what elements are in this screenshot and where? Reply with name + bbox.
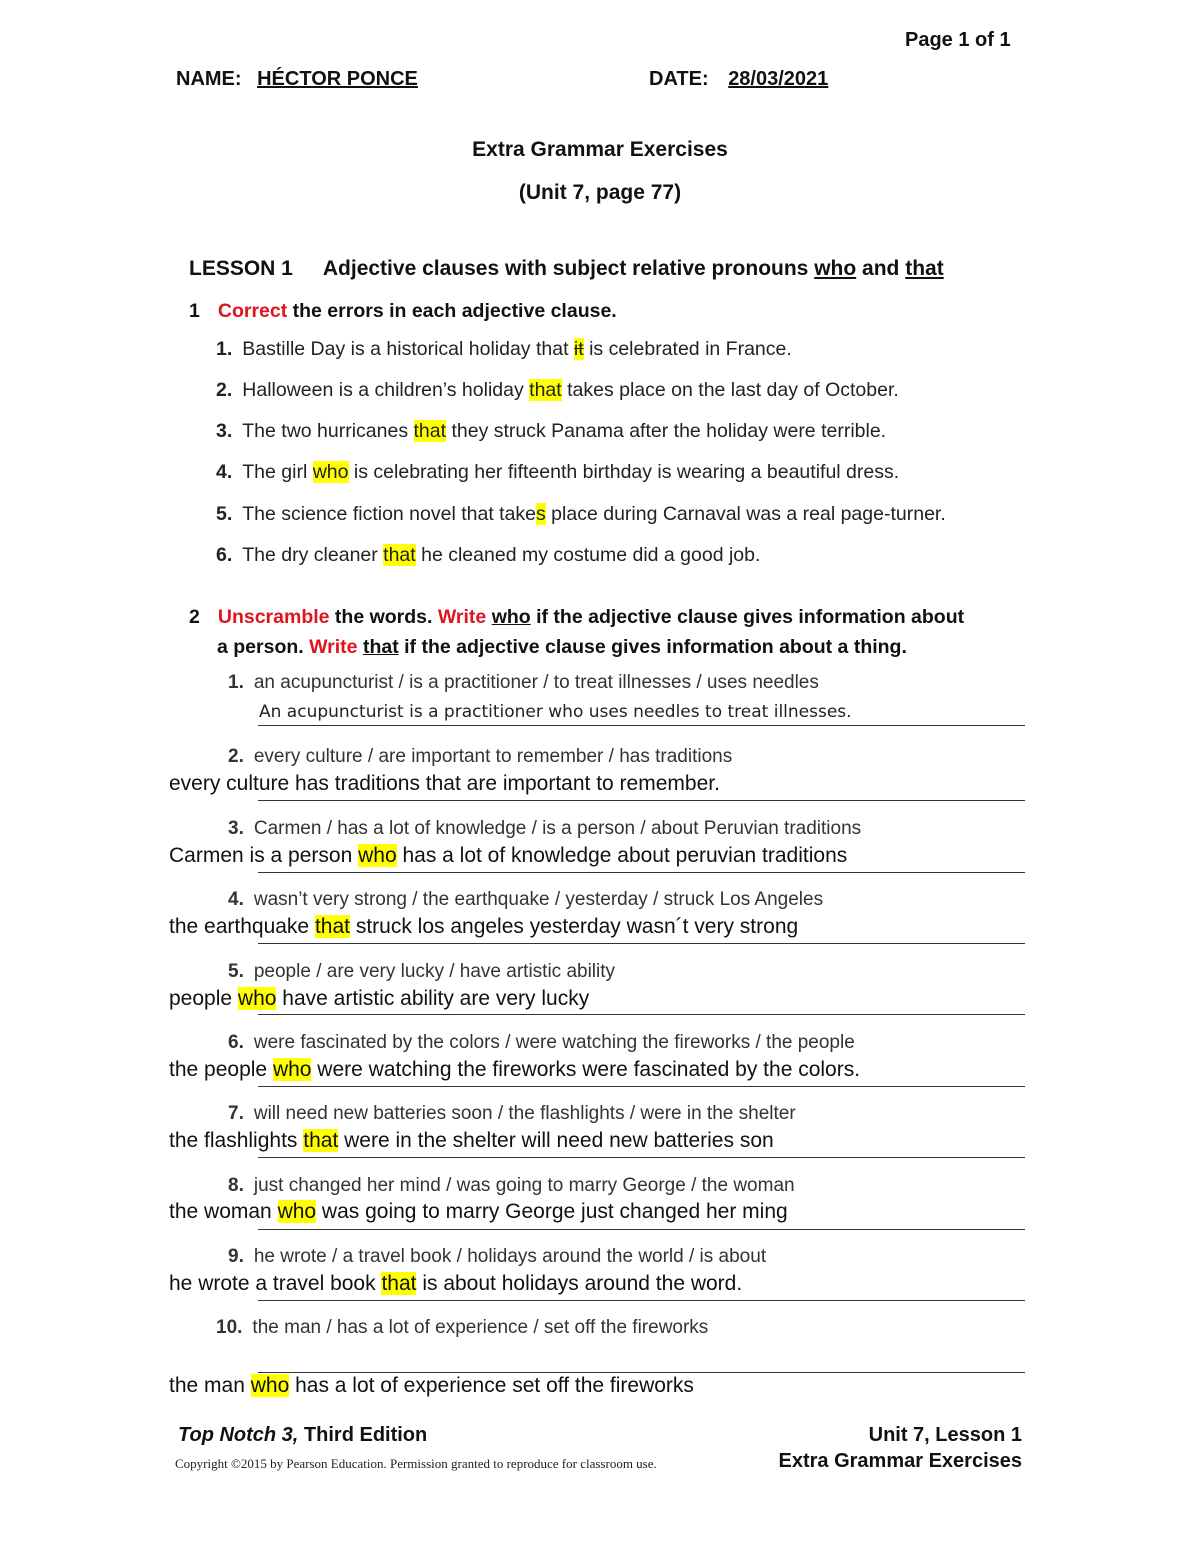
answer-part: the flashlights <box>169 1129 304 1152</box>
answer-line <box>258 1086 1025 1087</box>
answer-part: An acupuncturist is a practitioner who uses needles to treat illnesses. <box>259 702 852 722</box>
exercise-2-prompt <box>228 672 819 694</box>
item-number: 5. <box>228 961 244 982</box>
item-text: Halloween is a children’s holiday <box>242 379 530 401</box>
copyright-notice: Copyright ©2015 by Pearson Education. Permission granted to reproduce for classroom use. <box>175 1456 657 1471</box>
item-number: 2. <box>228 746 244 767</box>
item-correction: s <box>536 503 546 525</box>
item-text: The girl <box>242 461 313 483</box>
item-text: The two hurricanes <box>242 420 414 442</box>
answer-part: people <box>169 987 238 1010</box>
item-number: 4. <box>216 461 233 483</box>
scrambled-words: people / are very lucky / have artistic ability <box>253 961 616 982</box>
answer-part: the man <box>169 1374 251 1397</box>
instruction-text: the words. <box>329 606 438 628</box>
instruction-verb: Write <box>437 606 487 628</box>
instruction-text: the errors in each adjective clause. <box>287 300 617 322</box>
answer-text <box>169 1272 742 1296</box>
exercise-1-item <box>216 379 899 402</box>
answer-part: have artistic ability are very lucky <box>276 987 590 1010</box>
answer-part: the people <box>169 1058 273 1081</box>
answer-pronoun: who <box>277 1200 317 1223</box>
exercise-1-item <box>216 461 899 484</box>
answer-line <box>258 872 1025 873</box>
footer-section: Extra Grammar Exercises <box>778 1450 1022 1472</box>
exercise-number: 2 <box>189 606 200 628</box>
answer-line <box>258 943 1025 944</box>
instruction-text: a person. <box>217 636 310 658</box>
scrambled-words: Carmen / has a lot of knowledge / is a person / about Peruvian traditions <box>253 818 862 839</box>
answer-pronoun: that <box>303 1129 339 1152</box>
item-correction: that <box>383 544 416 566</box>
item-text: takes place on the last day of October. <box>561 379 899 401</box>
scrambled-words: every culture / are important to remember / has traditions <box>253 746 733 767</box>
answer-text <box>169 1129 774 1153</box>
answer-part: the woman <box>169 1200 278 1223</box>
lesson-label: LESSON 1 <box>189 257 293 280</box>
exercise-2-prompt <box>228 1175 795 1197</box>
answer-pronoun: who <box>272 1058 312 1081</box>
page-number: Page 1 of 1 <box>905 29 1011 51</box>
name-value: HÉCTOR PONCE <box>257 68 418 90</box>
name-field <box>176 68 418 91</box>
instruction-text: if the adjective clause gives information about <box>530 606 965 628</box>
answer-part: was going to marry George just changed her ming <box>316 1200 788 1223</box>
exercise-1-instruction <box>189 300 617 323</box>
exercise-1-item <box>216 503 946 526</box>
answer-text <box>169 844 847 868</box>
instruction-verb: Unscramble <box>217 606 330 628</box>
answer-text <box>169 915 798 939</box>
scrambled-words: just changed her mind / was going to marry George / the woman <box>253 1175 795 1196</box>
item-correction: that <box>413 420 447 442</box>
item-number: 2. <box>216 379 233 401</box>
name-label: NAME: <box>176 68 242 90</box>
item-number: 4. <box>228 889 244 910</box>
item-number: 10. <box>216 1317 243 1338</box>
item-number: 7. <box>228 1103 244 1124</box>
item-text: Bastille Day is a historical holiday that <box>242 338 574 360</box>
item-number: 3. <box>228 818 244 839</box>
exercise-2-prompt <box>228 1246 766 1268</box>
item-correction: it <box>573 338 584 360</box>
scrambled-words: were fascinated by the colors / were watching the fireworks / the people <box>253 1032 855 1053</box>
exercise-2-prompt <box>228 889 823 911</box>
item-number: 6. <box>216 544 233 566</box>
exercise-number: 1 <box>189 300 200 322</box>
item-number: 1. <box>228 672 244 693</box>
answer-pronoun: that <box>314 915 350 938</box>
instruction-keyword: who <box>491 606 531 628</box>
answer-text <box>169 1374 694 1398</box>
lesson-text: Adjective clauses with subject relative pronouns <box>322 257 815 280</box>
exercise-2-prompt <box>228 746 732 768</box>
date-value: 28/03/2021 <box>728 68 829 90</box>
scrambled-words: he wrote / a travel book / holidays around the world / is about <box>253 1246 767 1267</box>
item-number: 8. <box>228 1175 244 1196</box>
item-number: 6. <box>228 1032 244 1053</box>
date-label: DATE: <box>649 68 709 90</box>
exercise-2-prompt <box>228 818 861 840</box>
item-number: 5. <box>216 503 233 525</box>
instruction-text: if the adjective clause gives information about a thing. <box>398 636 907 658</box>
answer-line <box>258 1014 1025 1015</box>
answer-line <box>258 800 1025 801</box>
answer-part: has a lot of experience set off the fireworks <box>289 1374 694 1397</box>
exercise-2-prompt <box>228 1103 796 1125</box>
answer-part: were watching the fireworks were fascinated by the colors. <box>311 1058 861 1081</box>
footer-book <box>178 1424 427 1447</box>
answer-line <box>258 1229 1025 1230</box>
instruction-verb: Correct <box>217 300 288 322</box>
date-field <box>649 68 828 91</box>
item-text: he cleaned my costume did a good job. <box>415 544 761 566</box>
item-text: The science fiction novel that take <box>242 503 537 525</box>
item-correction: who <box>312 461 349 483</box>
exercise-1-item <box>216 420 886 443</box>
answer-part: has a lot of knowledge about peruvian traditions <box>396 844 848 867</box>
instruction-keyword: that <box>362 636 399 658</box>
model-answer <box>259 702 852 722</box>
answer-pronoun: who <box>250 1374 290 1397</box>
item-text: they struck Panama after the holiday were terrible. <box>446 420 887 442</box>
answer-line <box>258 1300 1025 1301</box>
answer-line <box>258 725 1025 726</box>
answer-pronoun: who <box>358 844 397 867</box>
answer-text <box>169 772 720 796</box>
item-number: 1. <box>216 338 233 360</box>
exercise-2-prompt <box>228 1032 855 1054</box>
scrambled-words: wasn’t very strong / the earthquake / yesterday / struck Los Angeles <box>253 889 824 910</box>
lesson-and: and <box>856 257 906 280</box>
item-number: 3. <box>216 420 233 442</box>
book-edition: Third Edition <box>298 1424 428 1446</box>
item-number: 9. <box>228 1246 244 1267</box>
lesson-that: that <box>905 257 944 280</box>
exercise-2-instruction-line-2 <box>217 636 907 659</box>
answer-text <box>169 1058 860 1082</box>
item-text: is celebrating her fifteenth birthday is wearing a beautiful dress. <box>348 461 900 483</box>
item-text: place during Carnaval was a real page-turner. <box>545 503 946 525</box>
answer-line <box>258 1372 1025 1373</box>
answer-part: is about holidays around the word. <box>416 1272 743 1295</box>
item-correction: that <box>529 379 562 401</box>
scrambled-words: the man / has a lot of experience / set off the fireworks <box>252 1317 709 1338</box>
lesson-who: who <box>814 257 857 280</box>
answer-line <box>258 1157 1025 1158</box>
lesson-heading <box>189 257 944 281</box>
exercise-2-instruction-line-1 <box>189 606 964 629</box>
book-title: Top Notch 3, <box>178 1424 299 1446</box>
answer-part: every culture has traditions that are important to remember. <box>169 772 720 795</box>
answer-part: struck los angeles yesterday wasn´t very strong <box>349 915 799 938</box>
footer-unit: Unit 7, Lesson 1 <box>868 1424 1022 1446</box>
exercise-2-prompt <box>228 961 615 983</box>
page-subtitle: (Unit 7, page 77) <box>518 181 682 204</box>
item-text: is celebrated in France. <box>583 338 792 360</box>
page-title: Extra Grammar Exercises <box>472 138 728 161</box>
answer-part: he wrote a travel book <box>169 1272 382 1295</box>
item-text: The dry cleaner <box>242 544 384 566</box>
scrambled-words: will need new batteries soon / the flashlights / were in the shelter <box>253 1103 796 1124</box>
exercise-1-item <box>216 544 760 567</box>
answer-part: were in the shelter will need new batteries son <box>338 1129 774 1152</box>
scrambled-words: an acupuncturist / is a practitioner / to treat illnesses / uses needles <box>253 672 819 693</box>
exercise-2-prompt <box>216 1317 708 1339</box>
answer-pronoun: who <box>237 987 277 1010</box>
answer-part: Carmen is a person <box>169 844 359 867</box>
answer-text <box>169 1200 788 1224</box>
answer-text <box>169 987 589 1011</box>
exercise-1-item <box>216 338 792 361</box>
answer-part: the earthquake <box>169 915 315 938</box>
answer-pronoun: that <box>381 1272 417 1295</box>
instruction-verb: Write <box>309 636 358 658</box>
